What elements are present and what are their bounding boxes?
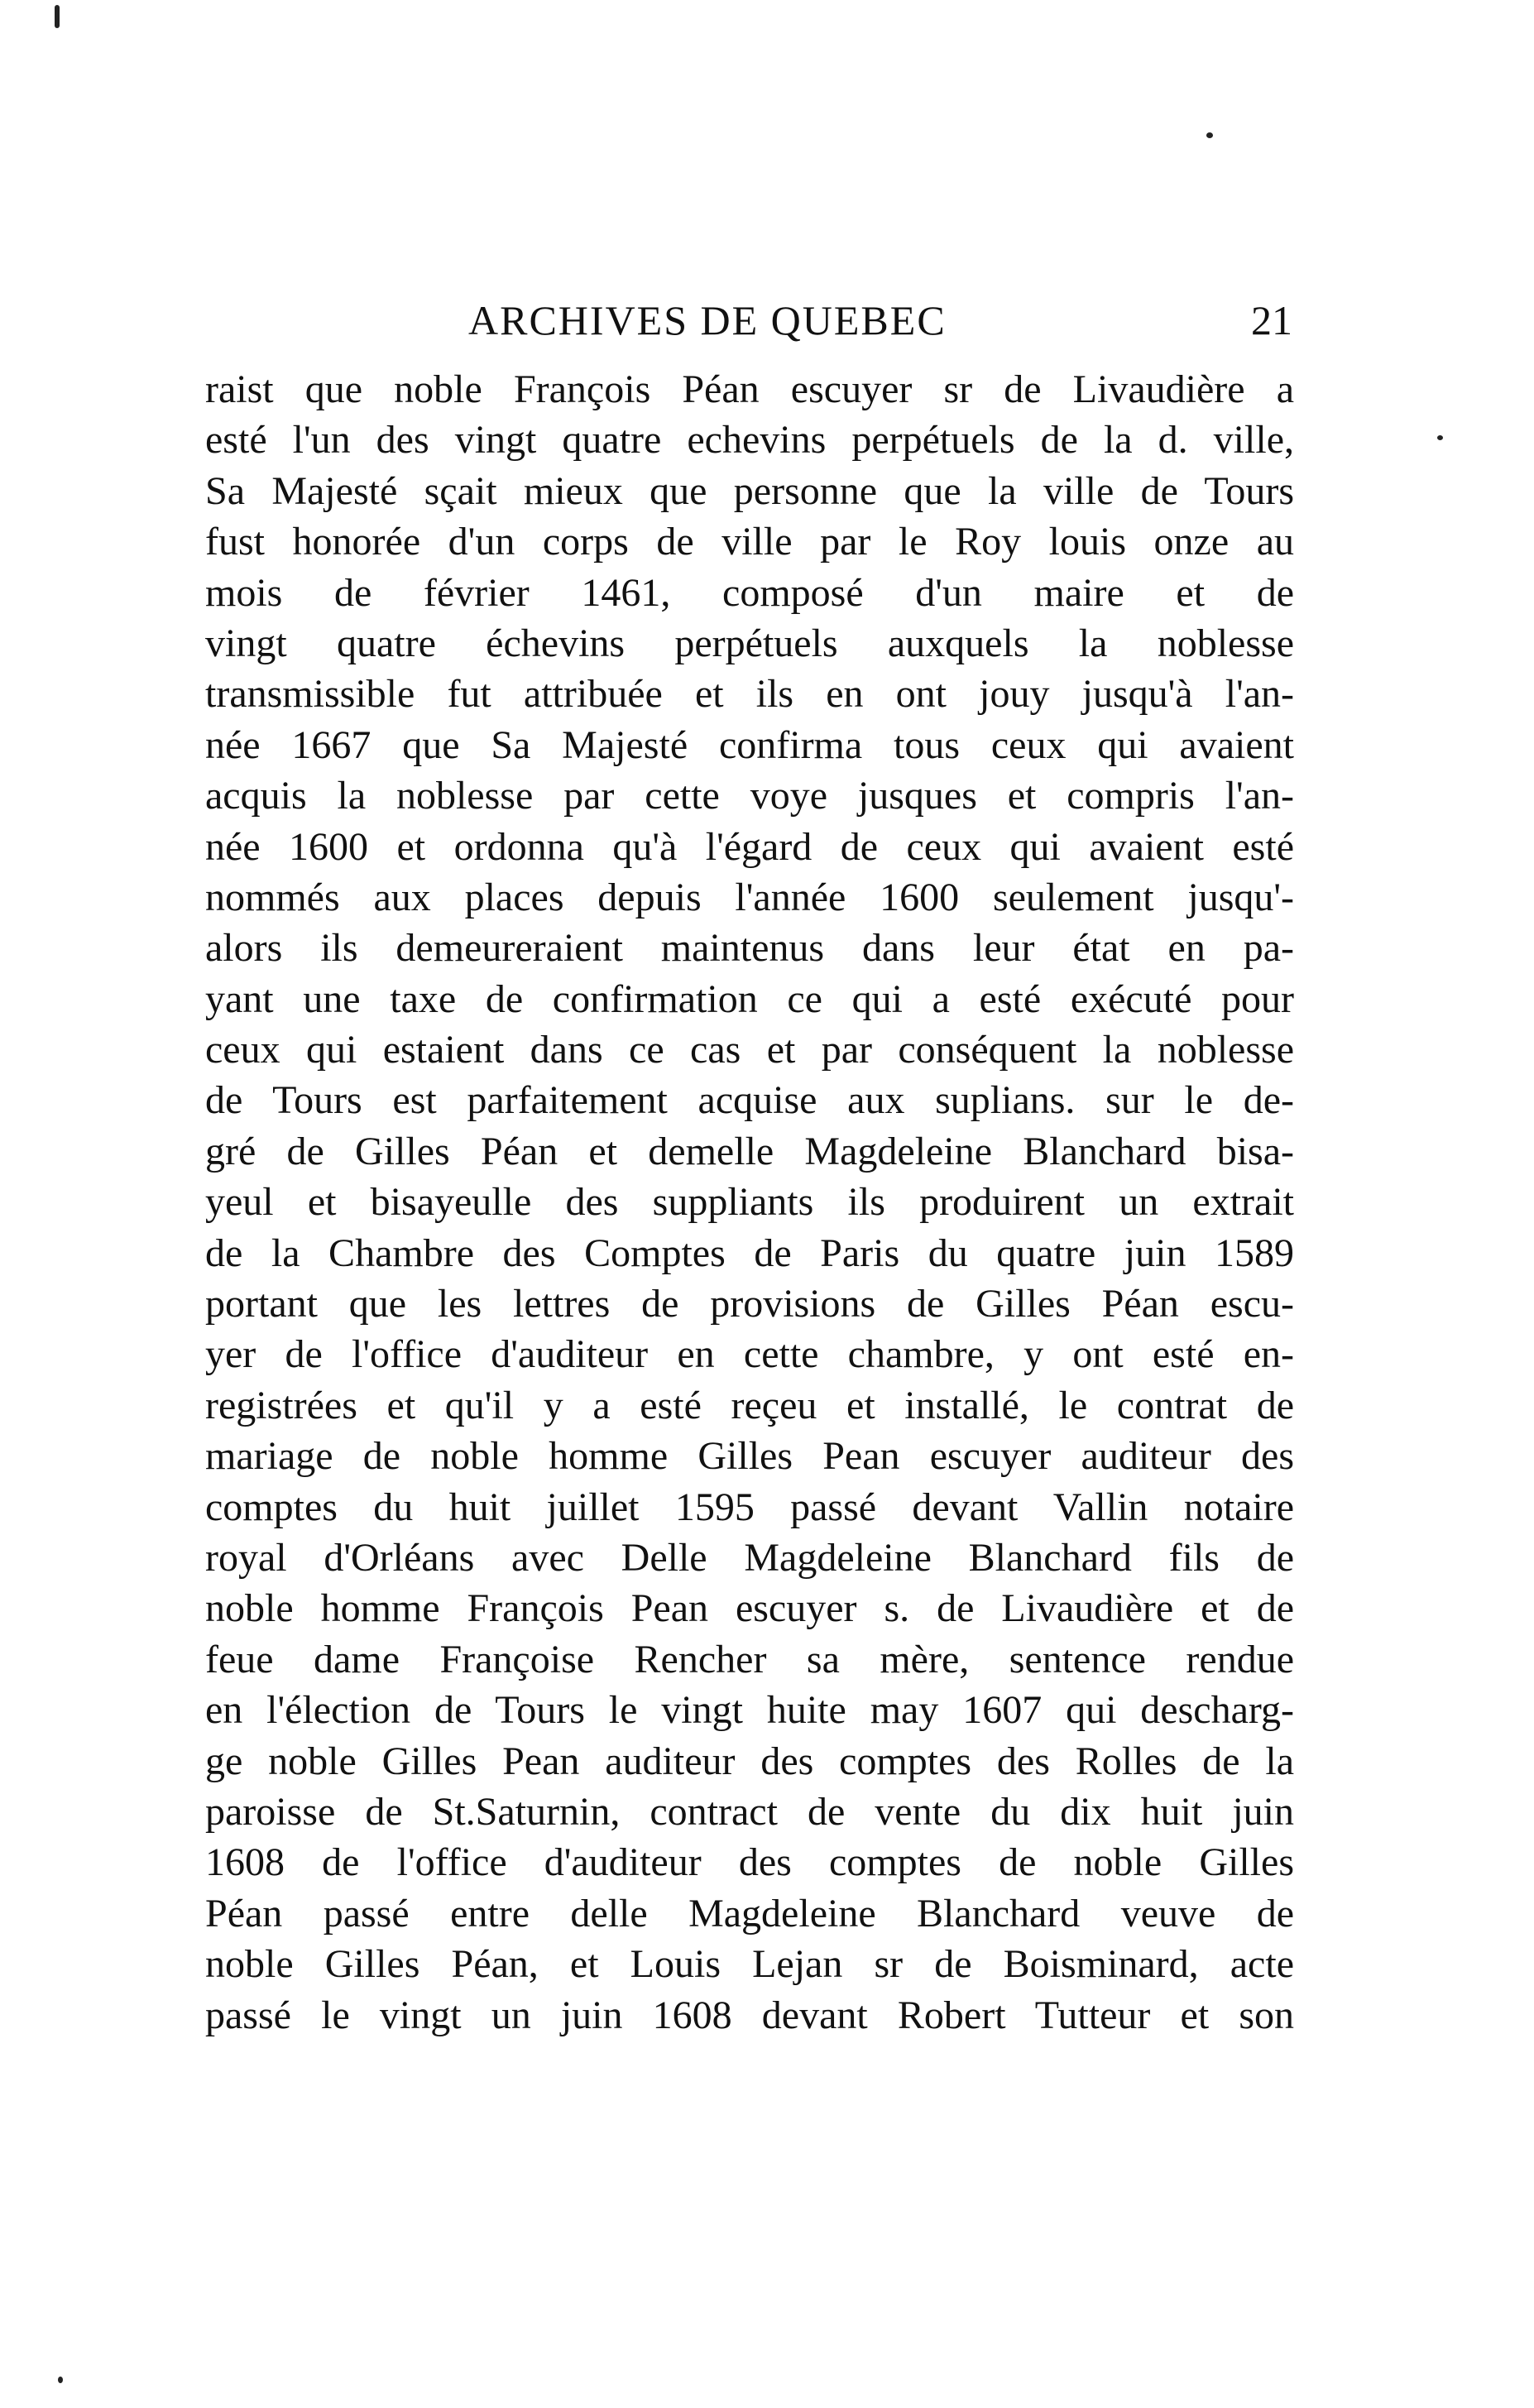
- text-line: de la Chambre des Comptes de Paris du quatre juin 1589: [205, 1230, 1294, 1275]
- text-line: portant que les lettres de provisions de Gilles Péan escu-: [205, 1282, 1294, 1326]
- scan-speck: [55, 5, 60, 28]
- text-line: noble homme François Pean escuyer s. de Livaudière et de: [205, 1586, 1294, 1631]
- text-line: mois de février 1461, composé d'un maire et de: [205, 570, 1294, 615]
- text-line: gré de Gilles Péan et demelle Magdeleine Blanchard bisa-: [205, 1129, 1294, 1173]
- running-title: ARCHIVES DE QUEBEC: [468, 297, 947, 343]
- scan-speck: [1437, 435, 1443, 440]
- scan-speck: [1206, 132, 1213, 138]
- text-line: yer de l'office d'auditeur en cette chambre, y ont esté en-: [205, 1332, 1294, 1377]
- body-text: [205, 364, 1294, 2041]
- text-line: 1608 de l'office d'auditeur des comptes de noble Gilles: [205, 1840, 1294, 1885]
- text-line: ge noble Gilles Pean auditeur des comptes des Rolles de la: [205, 1739, 1294, 1783]
- text-line: esté l'un des vingt quatre echevins perpétuels de la d. ville,: [205, 418, 1294, 463]
- text-line: comptes du huit juillet 1595 passé devant Vallin notaire: [205, 1485, 1294, 1529]
- text-line: alors ils demeureraient maintenus dans leur état en pa-: [205, 926, 1294, 971]
- text-line: yeul et bisayeulle des suppliants ils produirent un extrait: [205, 1180, 1294, 1225]
- text-line: née 1600 et ordonna qu'à l'égard de ceux qui avaient esté: [205, 824, 1294, 869]
- text-line: en l'élection de Tours le vingt huite may 1607 qui descharg-: [205, 1688, 1294, 1733]
- page-number: 21: [1251, 297, 1292, 343]
- text-line: raist que noble François Péan escuyer sr de Livaudière a: [205, 367, 1294, 411]
- text-line: feue dame Françoise Rencher sa mère, sentence rendue: [205, 1637, 1294, 1681]
- text-line: Péan passé entre delle Magdeleine Blanchard veuve de: [205, 1891, 1294, 1936]
- text-line: paroisse de St.Saturnin, contract de vente du dix huit juin: [205, 1789, 1294, 1834]
- scan-speck: [58, 2377, 63, 2383]
- running-header: [207, 296, 1292, 362]
- text-line: nommés aux places depuis l'année 1600 seulement jusqu'-: [205, 875, 1294, 919]
- text-line: acquis la noblesse par cette voye jusques et compris l'an-: [205, 774, 1294, 818]
- text-line: de Tours est parfaitement acquise aux suplians. sur le de-: [205, 1078, 1294, 1123]
- text-line: ceux qui estaient dans ce cas et par conséquent la noblesse: [205, 1028, 1294, 1072]
- text-line: Sa Majesté sçait mieux que personne que la ville de Tours: [205, 468, 1294, 513]
- text-line: vingt quatre échevins perpétuels auxquels la noblesse: [205, 621, 1294, 665]
- text-line: registrées et qu'il y a esté reçeu et installé, le contrat de: [205, 1383, 1294, 1427]
- text-line: née 1667 que Sa Majesté confirma tous ceux qui avaient: [205, 722, 1294, 767]
- text-line: noble Gilles Péan, et Louis Lejan sr de Boisminard, acte: [205, 1942, 1294, 1987]
- text-line: yant une taxe de confirmation ce qui a esté exécuté pour: [205, 976, 1294, 1021]
- text-line: passé le vingt un juin 1608 devant Robert Tutteur et son: [205, 1993, 1294, 2037]
- text-line: mariage de noble homme Gilles Pean escuyer auditeur des: [205, 1434, 1294, 1479]
- text-line: royal d'Orléans avec Delle Magdeleine Blanchard fils de: [205, 1535, 1294, 1580]
- text-line: transmissible fut attribuée et ils en ont jouy jusqu'à l'an-: [205, 672, 1294, 717]
- text-line: fust honorée d'un corps de ville par le Roy louis onze au: [205, 520, 1294, 564]
